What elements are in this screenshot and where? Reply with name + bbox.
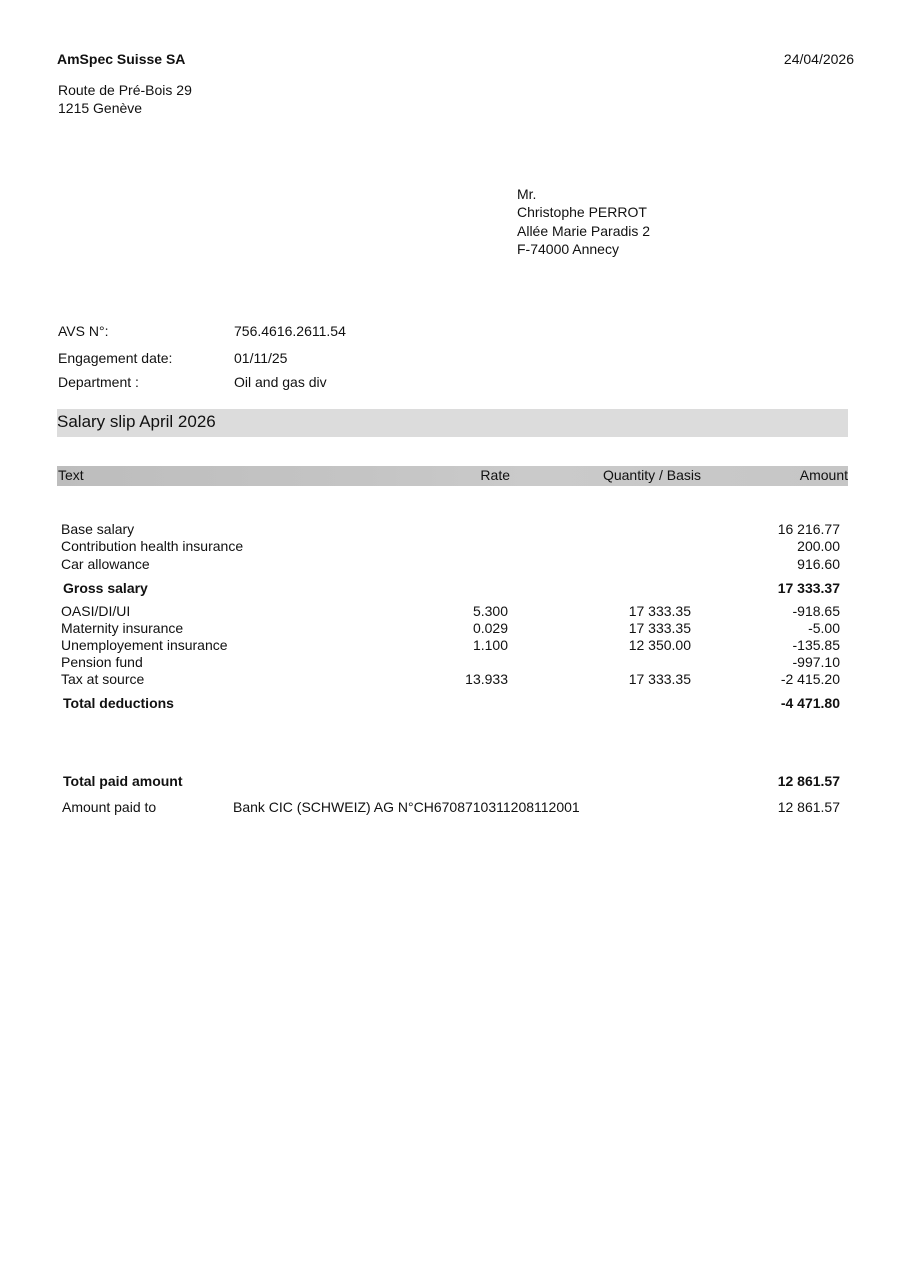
row-amount: -997.10 (792, 654, 840, 670)
column-amount-header: Amount (799, 467, 848, 483)
row-text: Tax at source (61, 671, 145, 687)
row-amount: 16 216.77 (777, 521, 840, 537)
column-text-header: Text (58, 467, 84, 483)
table-row (0, 654, 911, 672)
table-row (0, 671, 911, 689)
column-quantity-header: Quantity / Basis (602, 467, 701, 483)
company-city: 1215 Genève (58, 100, 143, 116)
paid-to-amount: 12 861.57 (777, 799, 840, 815)
gross-salary-row (0, 580, 911, 598)
recipient-salutation: Mr. (517, 186, 537, 202)
total-deductions-row (0, 695, 911, 713)
paid-to-row (0, 799, 911, 817)
total-paid-label: Total paid amount (63, 773, 183, 789)
row-amount: -5.00 (808, 620, 840, 636)
total-paid-row (0, 773, 911, 791)
row-text: Unemployement insurance (61, 637, 228, 653)
department-value: Oil and gas div (234, 374, 327, 390)
row-amount: 200.00 (797, 538, 840, 554)
table-row (0, 538, 911, 556)
row-rate: 13.933 (465, 671, 508, 687)
recipient-city: F-74000 Annecy (517, 241, 619, 257)
row-quantity: 17 333.35 (628, 620, 691, 636)
row-quantity: 12 350.00 (628, 637, 691, 653)
table-row (0, 637, 911, 655)
row-rate: 0.029 (472, 620, 508, 636)
row-quantity: 17 333.35 (628, 603, 691, 619)
avs-label: AVS N°: (58, 323, 109, 339)
row-amount: -918.65 (792, 603, 840, 619)
document-date: 24/04/2026 (783, 51, 854, 67)
department-label: Department : (58, 374, 139, 390)
total-deductions-label: Total deductions (63, 695, 174, 711)
company-street: Route de Pré-Bois 29 (58, 82, 192, 98)
table-row (0, 521, 911, 539)
gross-salary-amount: 17 333.37 (777, 580, 840, 596)
row-amount: -2 415.20 (780, 671, 840, 687)
total-paid-amount: 12 861.57 (777, 773, 840, 789)
recipient-street: Allée Marie Paradis 2 (517, 223, 651, 239)
row-text: Maternity insurance (61, 620, 184, 636)
table-row (0, 620, 911, 638)
row-text: Contribution health insurance (61, 538, 244, 554)
avs-value: 756.4616.2611.54 (234, 323, 346, 339)
row-text: OASI/DI/UI (61, 603, 131, 619)
row-quantity: 17 333.35 (628, 671, 691, 687)
table-row (0, 603, 911, 621)
slip-title: Salary slip April 2026 (57, 412, 216, 431)
row-amount: 916.60 (797, 556, 840, 572)
row-rate: 1.100 (472, 637, 508, 653)
paid-to-label: Amount paid to (62, 799, 157, 815)
total-deductions-amount: -4 471.80 (780, 695, 840, 711)
engagement-value: 01/11/25 (234, 350, 288, 366)
gross-salary-label: Gross salary (63, 580, 148, 596)
column-rate-header: Rate (480, 467, 510, 483)
row-rate: 5.300 (472, 603, 508, 619)
table-header (0, 467, 911, 485)
paid-to-bank: Bank CIC (SCHWEIZ) AG N°CH6708710311208112001 (233, 799, 580, 815)
recipient-name: Christophe PERROT (517, 204, 647, 220)
engagement-label: Engagement date: (58, 350, 173, 366)
table-row (0, 556, 911, 574)
row-amount: -135.85 (792, 637, 840, 653)
company-name: AmSpec Suisse SA (57, 51, 186, 67)
row-text: Base salary (61, 521, 135, 537)
row-text: Pension fund (61, 654, 143, 670)
row-text: Car allowance (61, 556, 150, 572)
